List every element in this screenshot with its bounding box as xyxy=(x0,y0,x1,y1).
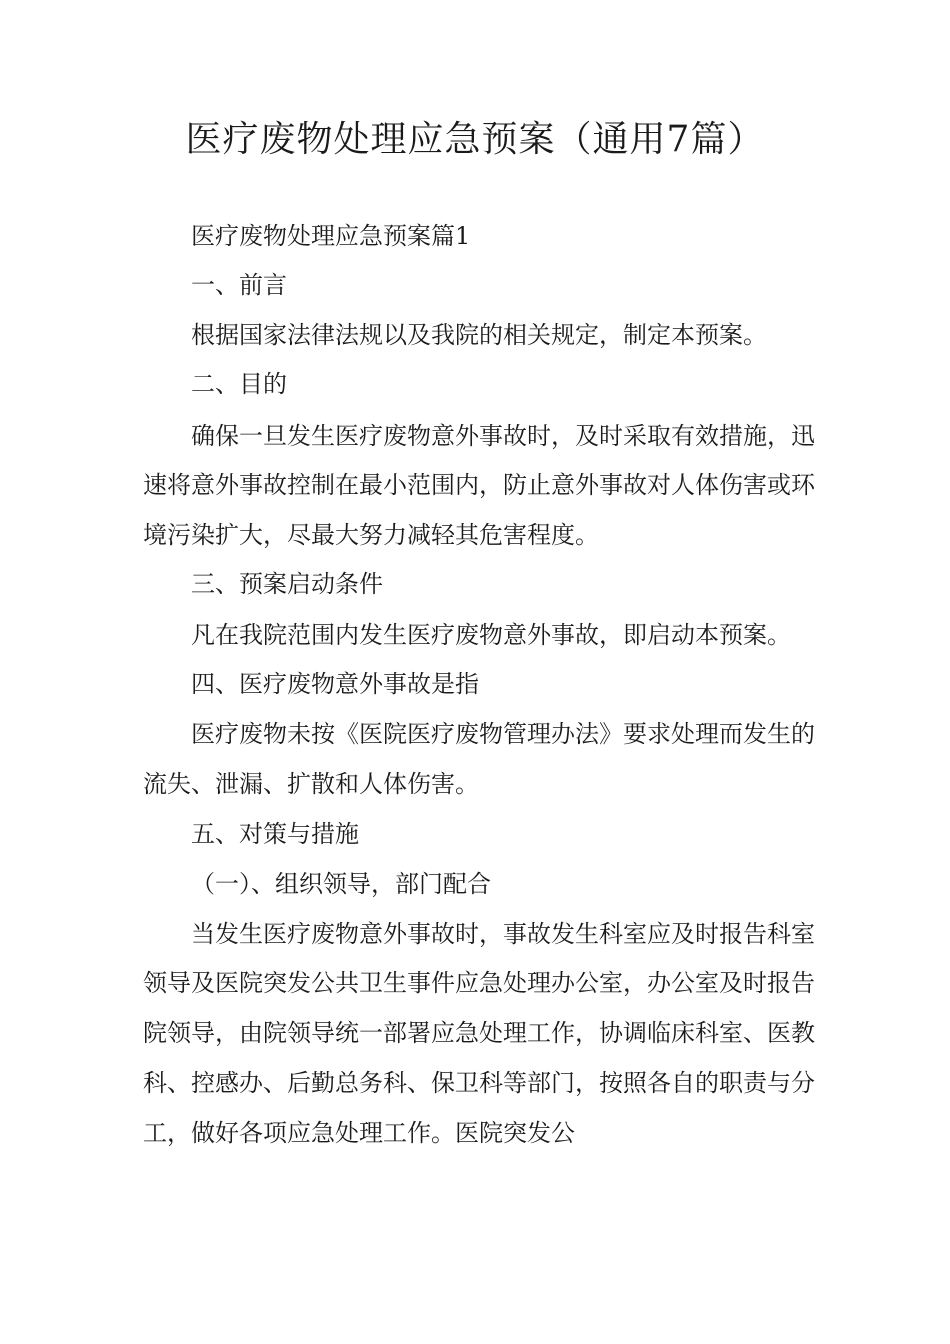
paragraph-line: 当发生医疗废物意外事故时，事故发生科室应及时报告科室 xyxy=(191,920,815,948)
paragraph-line: 工，做好各项应急处理工作。医院突发公 xyxy=(143,1119,575,1147)
section-heading: 三、预案启动条件 xyxy=(191,570,383,598)
paragraph-line: 凡在我院范围内发生医疗废物意外事故，即启动本预案。 xyxy=(191,621,791,649)
section-heading: 五、对策与措施 xyxy=(191,820,359,848)
paragraph-line: 境污染扩大，尽最大努力减轻其危害程度。 xyxy=(143,521,599,549)
paragraph-line: 科、控感办、后勤总务科、保卫科等部门，按照各自的职责与分 xyxy=(143,1069,815,1097)
section-heading: 医疗废物处理应急预案篇1 xyxy=(191,222,471,250)
paragraph-line: 医疗废物未按《医院医疗废物管理办法》要求处理而发生的 xyxy=(191,720,815,748)
section-heading: 一、前言 xyxy=(191,271,287,299)
section-heading: 二、目的 xyxy=(191,370,287,398)
paragraph-line: 根据国家法律法规以及我院的相关规定，制定本预案。 xyxy=(191,321,767,349)
paragraph-line: 领导及医院突发公共卫生事件应急处理办公室，办公室及时报告 xyxy=(143,969,815,997)
paragraph-line: 速将意外事故控制在最小范围内，防止意外事故对人体伤害或环 xyxy=(143,471,815,499)
paragraph-line: 确保一旦发生医疗废物意外事故时，及时采取有效措施，迅 xyxy=(191,422,815,450)
section-heading: 四、医疗废物意外事故是指 xyxy=(191,670,479,698)
document-title: 医疗废物处理应急预案（通用7篇） xyxy=(185,119,765,160)
paragraph-line: 院领导，由院领导统一部署应急处理工作，协调临床科室、医教 xyxy=(143,1019,815,1047)
paragraph-line: 流失、泄漏、扩散和人体伤害。 xyxy=(143,770,479,798)
subsection-heading: （一）、组织领导，部门配合 xyxy=(191,870,491,898)
